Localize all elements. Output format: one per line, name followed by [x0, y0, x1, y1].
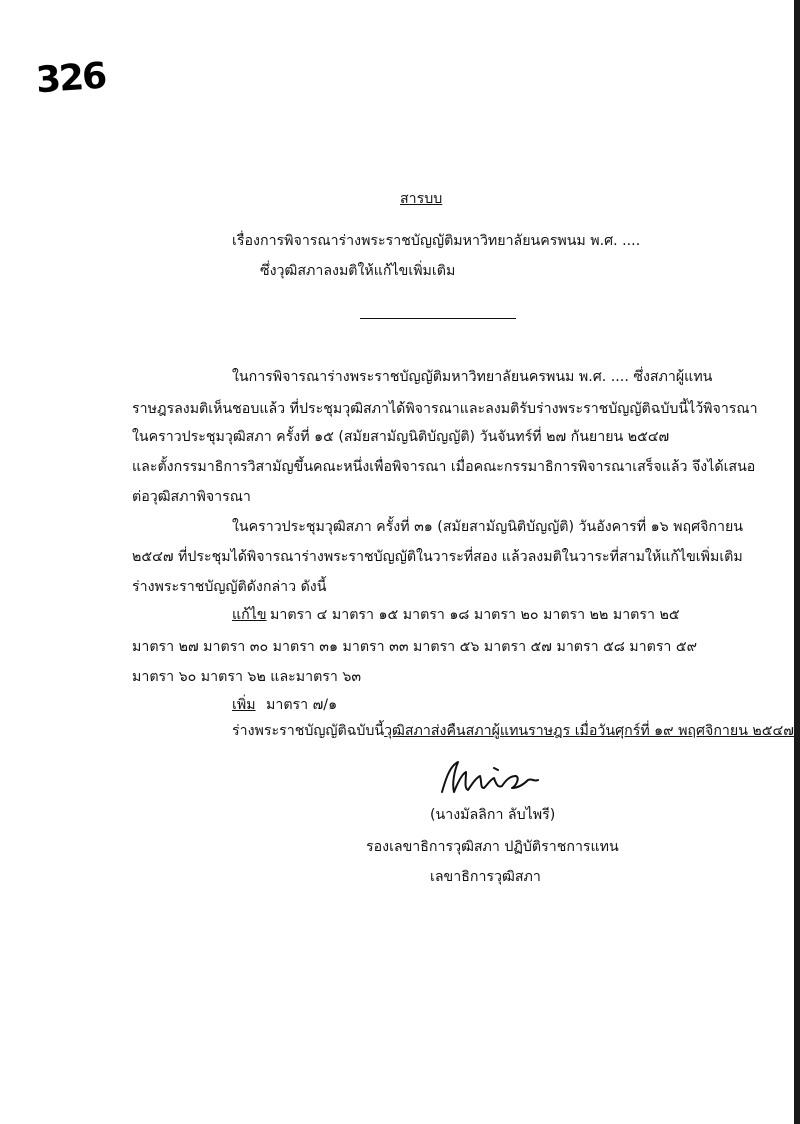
paragraph-2-line-1: ในคราวประชุมวุฒิสภา ครั้งที่ ๓๑ (สมัยสามัญนิติบัญญัติ) วันอังคารที่ ๑๖ พฤศจิกายน — [232, 519, 743, 535]
amend-label: แก้ไข — [232, 607, 267, 623]
handwritten-page-number: 326 — [34, 55, 107, 102]
divider-line — [360, 318, 516, 319]
subject-line-1: การพิจารณาร่างพระราชบัญญัติมหาวิทยาลัยนครพนม พ.ศ. .... — [260, 233, 641, 249]
paragraph-1-line-5: ต่อวุฒิสภาพิจารณา — [132, 489, 251, 505]
add-label: เพิ่ม — [232, 697, 256, 713]
scan-edge — [794, 0, 800, 1124]
paragraph-1-line-4: และตั้งกรรมาธิการวิสามัญขึ้นคณะหนึ่งเพื่อพิจารณา เมื่อคณะกรรมาธิการพิจารณาเสร็จแล้ว จึงได้เสนอ — [132, 459, 756, 475]
paragraph-1-line-1: ในการพิจารณาร่างพระราชบัญญัติมหาวิทยาลัยนครพนม พ.ศ. .... ซึ่งสภาผู้แทน — [232, 369, 713, 385]
amend-line-2: มาตรา ๒๗ มาตรา ๓๐ มาตรา ๓๑ มาตรา ๓๓ มาตรา ๕๖ มาตรา ๕๗ มาตรา ๕๘ มาตรา ๕๙ — [132, 639, 698, 655]
sent-back-prefix: ร่างพระราชบัญญัติฉบับนี้ — [232, 723, 385, 739]
paragraph-2-line-2: ๒๕๔๗ ที่ประชุมได้พิจารณาร่างพระราชบัญญัติในวาระที่สอง แล้วลงมติในวาระที่สามให้แก้ไขเพิ่มเติม — [132, 549, 743, 565]
amend-line-1: มาตรา ๔ มาตรา ๑๕ มาตรา ๑๘ มาตรา ๒๐ มาตรา ๒๒ มาตรา ๒๕ — [270, 607, 680, 623]
sent-back-line — [232, 722, 794, 740]
handwritten-signature — [436, 758, 546, 800]
sent-back-underlined: วุฒิสภาส่งคืนสภาผู้แทนราษฎร เมื่อวันศุกร์ที่ ๑๙ พฤศจิกายน ๒๕๔๗ — [384, 723, 794, 739]
subject-line-2: ซึ่งวุฒิสภาลงมติให้แก้ไขเพิ่มเติม — [260, 263, 456, 279]
subject-label: เรื่อง — [232, 233, 260, 249]
paragraph-1-line-3: ในคราวประชุมวุฒิสภา ครั้งที่ ๑๕ (สมัยสามัญนิติบัญญัติ) วันจันทร์ที่ ๒๗ กันยายน ๒๕๔๗ — [132, 429, 670, 445]
signer-name: (นางมัลลิกา ลับไพรี) — [430, 807, 556, 823]
amend-line-3: มาตรา ๖๐ มาตรา ๖๒ และมาตรา ๖๓ — [132, 669, 362, 685]
signer-position-line-1: รองเลขาธิการวุฒิสภา ปฏิบัติราชการแทน — [366, 839, 619, 855]
paragraph-1-line-2: ราษฎรลงมติเห็นชอบแล้ว ที่ประชุมวุฒิสภาได้พิจารณาและลงมติรับร่างพระราชบัญญัติฉบับนี้ไว้พิจารณา — [132, 401, 758, 417]
document-title: สารบบ — [400, 191, 443, 207]
signer-position-line-2: เลขาธิการวุฒิสภา — [430, 869, 541, 885]
paragraph-2-line-3: ร่างพระราชบัญญัติดังกล่าว ดังนี้ — [132, 579, 327, 595]
add-text: มาตรา ๗/๑ — [266, 697, 338, 713]
